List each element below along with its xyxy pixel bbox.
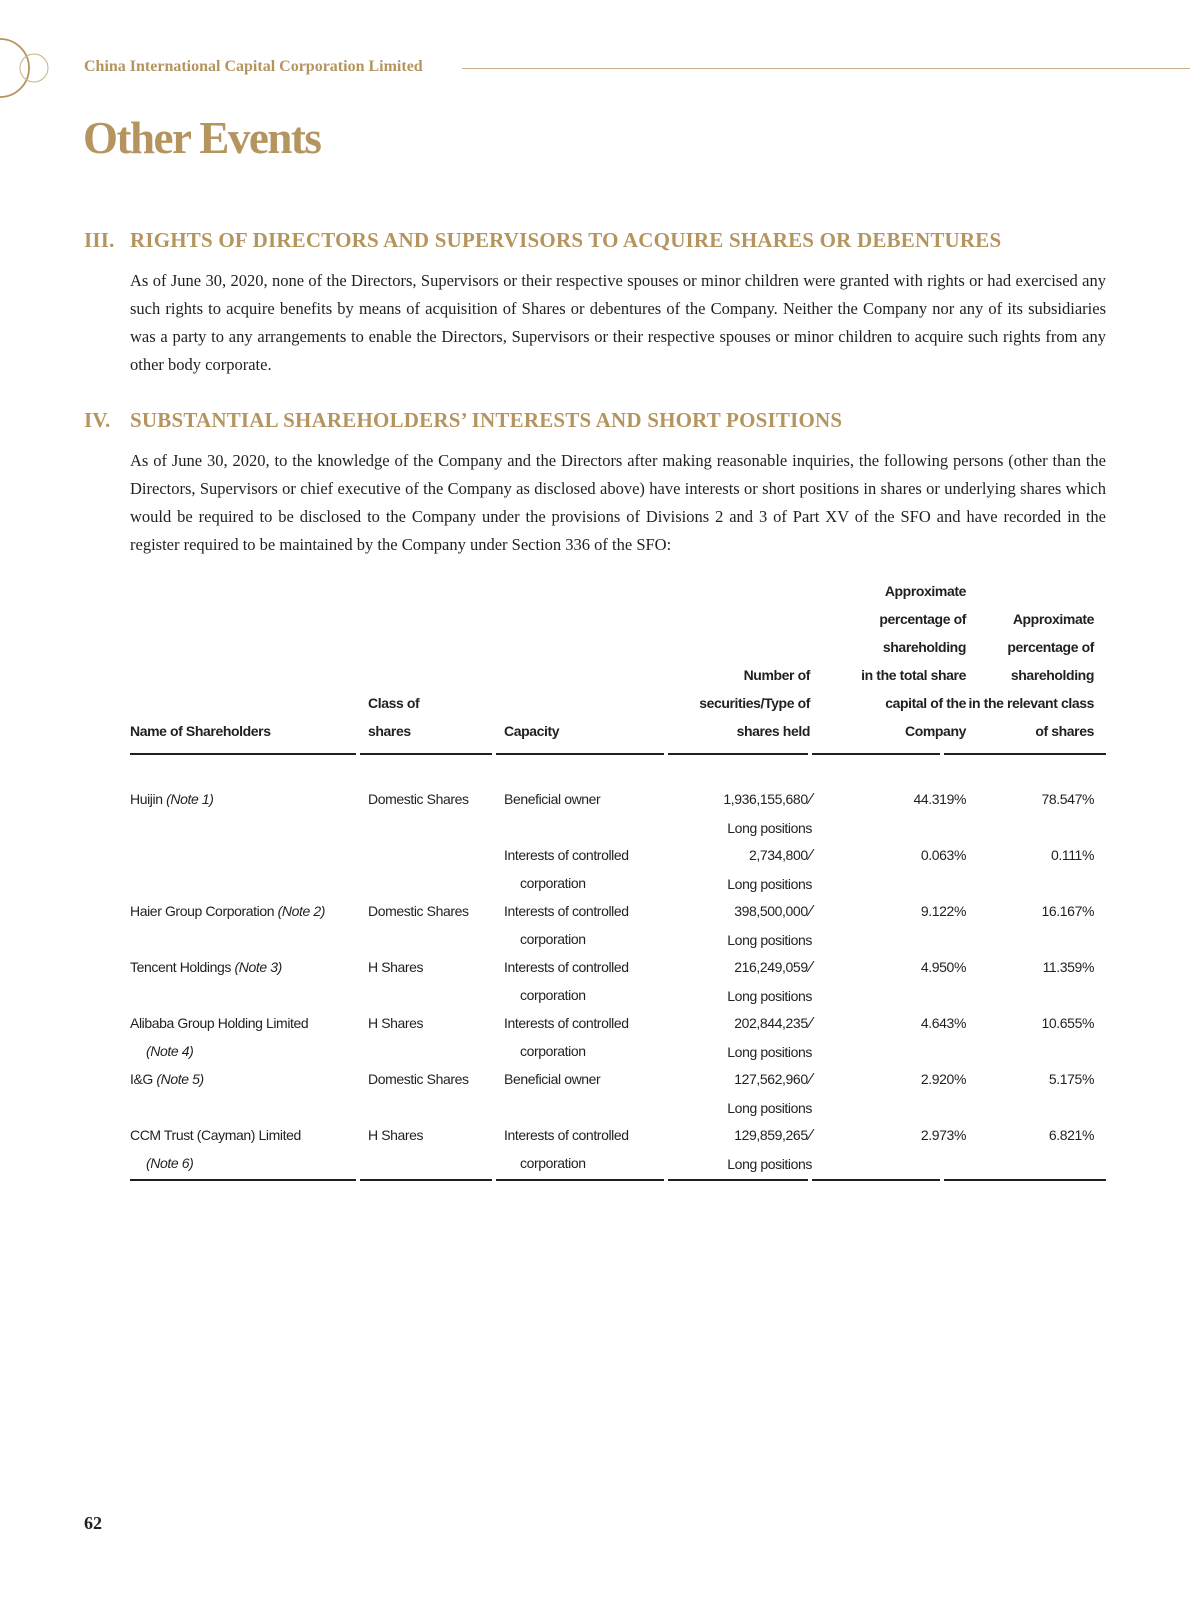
table-row — [130, 897, 1106, 953]
securities-number: 1,936,155,680 — [723, 791, 808, 807]
shareholder-note: (Note 5) — [156, 1071, 204, 1087]
pct-class-cell: 6.821% — [1048, 1127, 1094, 1143]
header-class-of-shares: Class of shares — [368, 695, 420, 739]
shareholder-name-cell — [130, 1065, 360, 1093]
page-number: 62 — [84, 1513, 102, 1533]
securities-cell — [670, 785, 812, 842]
class-of-shares-cell: H Shares — [368, 959, 424, 975]
pct-total-cell: 0.063% — [920, 847, 966, 863]
capacity-text: Interests of controlled — [504, 959, 629, 975]
pct-class-cell: 78.547% — [1041, 791, 1094, 807]
securities-number: 202,844,235 — [734, 1015, 808, 1031]
section-iv-paragraph: As of June 30, 2020, to the knowledge of the Company and the Directors after making reasonable inquiries, the following persons (other than the Directors, Supervisors or chief executive of the Company as disclosed above) have interests or short positions in shares or underlying shares which would be required to be disclosed to the Company under the provisions of Divisions 2 and 3 of Part XV of the SFO and have recorded in the register required to be maintained by the Company under Section 336 of the SFO: — [130, 451, 1106, 554]
pct-total-cell: 44.319% — [913, 791, 966, 807]
table-row — [130, 841, 1106, 897]
table-row — [130, 1065, 1106, 1121]
capacity-text: Interests of controlled — [504, 1127, 629, 1143]
page-title: Other Events — [83, 113, 321, 163]
pct-class-cell: 5.175% — [1048, 1071, 1094, 1087]
shareholder-note: (Note 6) — [146, 1155, 194, 1171]
slash-separator-icon: ∕ — [809, 847, 812, 864]
securities-number: 398,500,000 — [734, 903, 808, 919]
shareholder-note: (Note 3) — [234, 959, 282, 975]
position-type: Long positions — [727, 1156, 812, 1172]
capacity-text: Interests of controlled — [504, 847, 629, 863]
capacity-text: Beneficial owner — [504, 791, 601, 807]
capacity-cell — [504, 1121, 664, 1177]
securities-cell — [670, 953, 812, 1010]
class-of-shares-cell: Domestic Shares — [368, 1071, 469, 1087]
shareholder-name: Huijin — [130, 791, 163, 807]
header-capacity: Capacity — [504, 723, 560, 739]
slash-separator-icon: ∕ — [809, 791, 812, 808]
pct-total-cell: 2.920% — [920, 1071, 966, 1087]
shareholder-name: CCM Trust (Cayman) Limited — [130, 1127, 301, 1143]
capacity-text-cont: corporation — [520, 875, 586, 891]
capacity-cell — [504, 1065, 664, 1093]
section-heading-text: RIGHTS OF DIRECTORS AND SUPERVISORS TO ACQUIRE SHARES OR DEBENTURES — [130, 228, 1002, 252]
shareholder-name-cell — [130, 1121, 360, 1177]
table-row — [130, 785, 1106, 841]
table-body — [130, 755, 1106, 1177]
company-name: China International Capital Corporation Limited — [84, 58, 423, 75]
table-row — [130, 1121, 1106, 1177]
header-pct-relevant-class: Approximate percentage of shareholding in the relevant class of shares — [968, 611, 1094, 739]
shareholders-table — [130, 584, 1106, 1181]
capacity-text-cont: corporation — [520, 931, 586, 947]
shareholder-name-cell — [130, 1009, 360, 1065]
shareholder-note: (Note 1) — [166, 791, 214, 807]
section-heading-iii — [84, 228, 1001, 253]
header-name-of-shareholders: Name of Shareholders — [130, 723, 271, 739]
securities-number: 216,249,059 — [734, 959, 808, 975]
slash-separator-icon: ∕ — [809, 1071, 812, 1088]
table-row — [130, 1009, 1106, 1065]
class-of-shares-cell: Domestic Shares — [368, 791, 469, 807]
class-of-shares-cell: H Shares — [368, 1127, 424, 1143]
securities-number: 2,734,800 — [749, 847, 808, 863]
header-pct-total-share-capital: Approximate percentage of shareholding in the total share capital of the Company — [861, 583, 966, 739]
capacity-cell — [504, 897, 664, 953]
securities-cell — [670, 1009, 812, 1066]
securities-cell — [670, 1065, 812, 1122]
capacity-text: Interests of controlled — [504, 903, 629, 919]
capacity-cell — [504, 841, 664, 897]
capacity-text-cont: corporation — [520, 1043, 586, 1059]
pct-total-cell: 9.122% — [920, 903, 966, 919]
header-number-of-securities: Number of securities/Type of shares held — [699, 667, 810, 739]
header-rule — [462, 68, 1190, 69]
shareholder-name-cell — [130, 897, 360, 925]
securities-cell — [670, 841, 812, 898]
shareholder-name-cell — [130, 953, 360, 981]
pct-total-cell: 4.643% — [920, 1015, 966, 1031]
capacity-text: Interests of controlled — [504, 1015, 629, 1031]
section-iii-paragraph: As of June 30, 2020, none of the Directors, Supervisors or their respective spouses or minor children were granted with rights or had exercised any such rights to acquire benefits by means of acquisition of Shares or debentures of the Company. Neither the Company nor any of its subsidiaries was a party to any arrangements to enable the Directors, Supervisors or their respective spouses or minor children to acquire such rights from any other body corporate. — [130, 271, 1106, 374]
capacity-text-cont: corporation — [520, 987, 586, 1003]
securities-cell — [670, 897, 812, 954]
shareholder-name: I&G — [130, 1071, 153, 1087]
table-row — [130, 953, 1106, 1009]
section-number: IV. — [84, 408, 111, 432]
section-heading-text: SUBSTANTIAL SHAREHOLDERS’ INTERESTS AND SHORT POSITIONS — [130, 408, 843, 432]
pct-class-cell: 0.111% — [1050, 847, 1094, 863]
capacity-text: Beneficial owner — [504, 1071, 601, 1087]
capacity-cell — [504, 785, 664, 813]
pct-class-cell: 16.167% — [1041, 903, 1094, 919]
logo-circles-icon — [0, 36, 60, 100]
shareholder-note: (Note 4) — [146, 1043, 194, 1059]
slash-separator-icon: ∕ — [809, 903, 812, 920]
shareholder-note: (Note 2) — [277, 903, 325, 919]
position-type: Long positions — [727, 820, 812, 836]
section-number: III. — [84, 228, 115, 252]
shareholder-name-cell — [130, 785, 360, 813]
capacity-cell — [504, 953, 664, 1009]
pct-total-cell: 4.950% — [920, 959, 966, 975]
shareholder-name: Tencent Holdings — [130, 959, 231, 975]
section-heading-iv — [84, 408, 842, 433]
position-type: Long positions — [727, 876, 812, 892]
header-rule-line — [130, 753, 1106, 755]
pct-total-cell: 2.973% — [920, 1127, 966, 1143]
securities-number: 127,562,960 — [734, 1071, 808, 1087]
position-type: Long positions — [727, 932, 812, 948]
pct-class-cell: 10.655% — [1041, 1015, 1094, 1031]
pct-class-cell: 11.359% — [1042, 959, 1094, 975]
class-of-shares-cell: H Shares — [368, 1015, 424, 1031]
footer-rule-line — [130, 1179, 1106, 1181]
position-type: Long positions — [727, 1044, 812, 1060]
shareholder-name: Alibaba Group Holding Limited — [130, 1015, 309, 1031]
securities-number: 129,859,265 — [734, 1127, 808, 1143]
shareholder-name: Haier Group Corporation — [130, 903, 275, 919]
position-type: Long positions — [727, 1100, 812, 1116]
capacity-text-cont: corporation — [520, 1155, 586, 1171]
slash-separator-icon: ∕ — [809, 1127, 812, 1144]
table-header — [130, 584, 1106, 755]
securities-cell — [670, 1121, 812, 1178]
slash-separator-icon: ∕ — [809, 1015, 812, 1032]
capacity-cell — [504, 1009, 664, 1065]
class-of-shares-cell: Domestic Shares — [368, 903, 469, 919]
slash-separator-icon: ∕ — [809, 959, 812, 976]
position-type: Long positions — [727, 988, 812, 1004]
